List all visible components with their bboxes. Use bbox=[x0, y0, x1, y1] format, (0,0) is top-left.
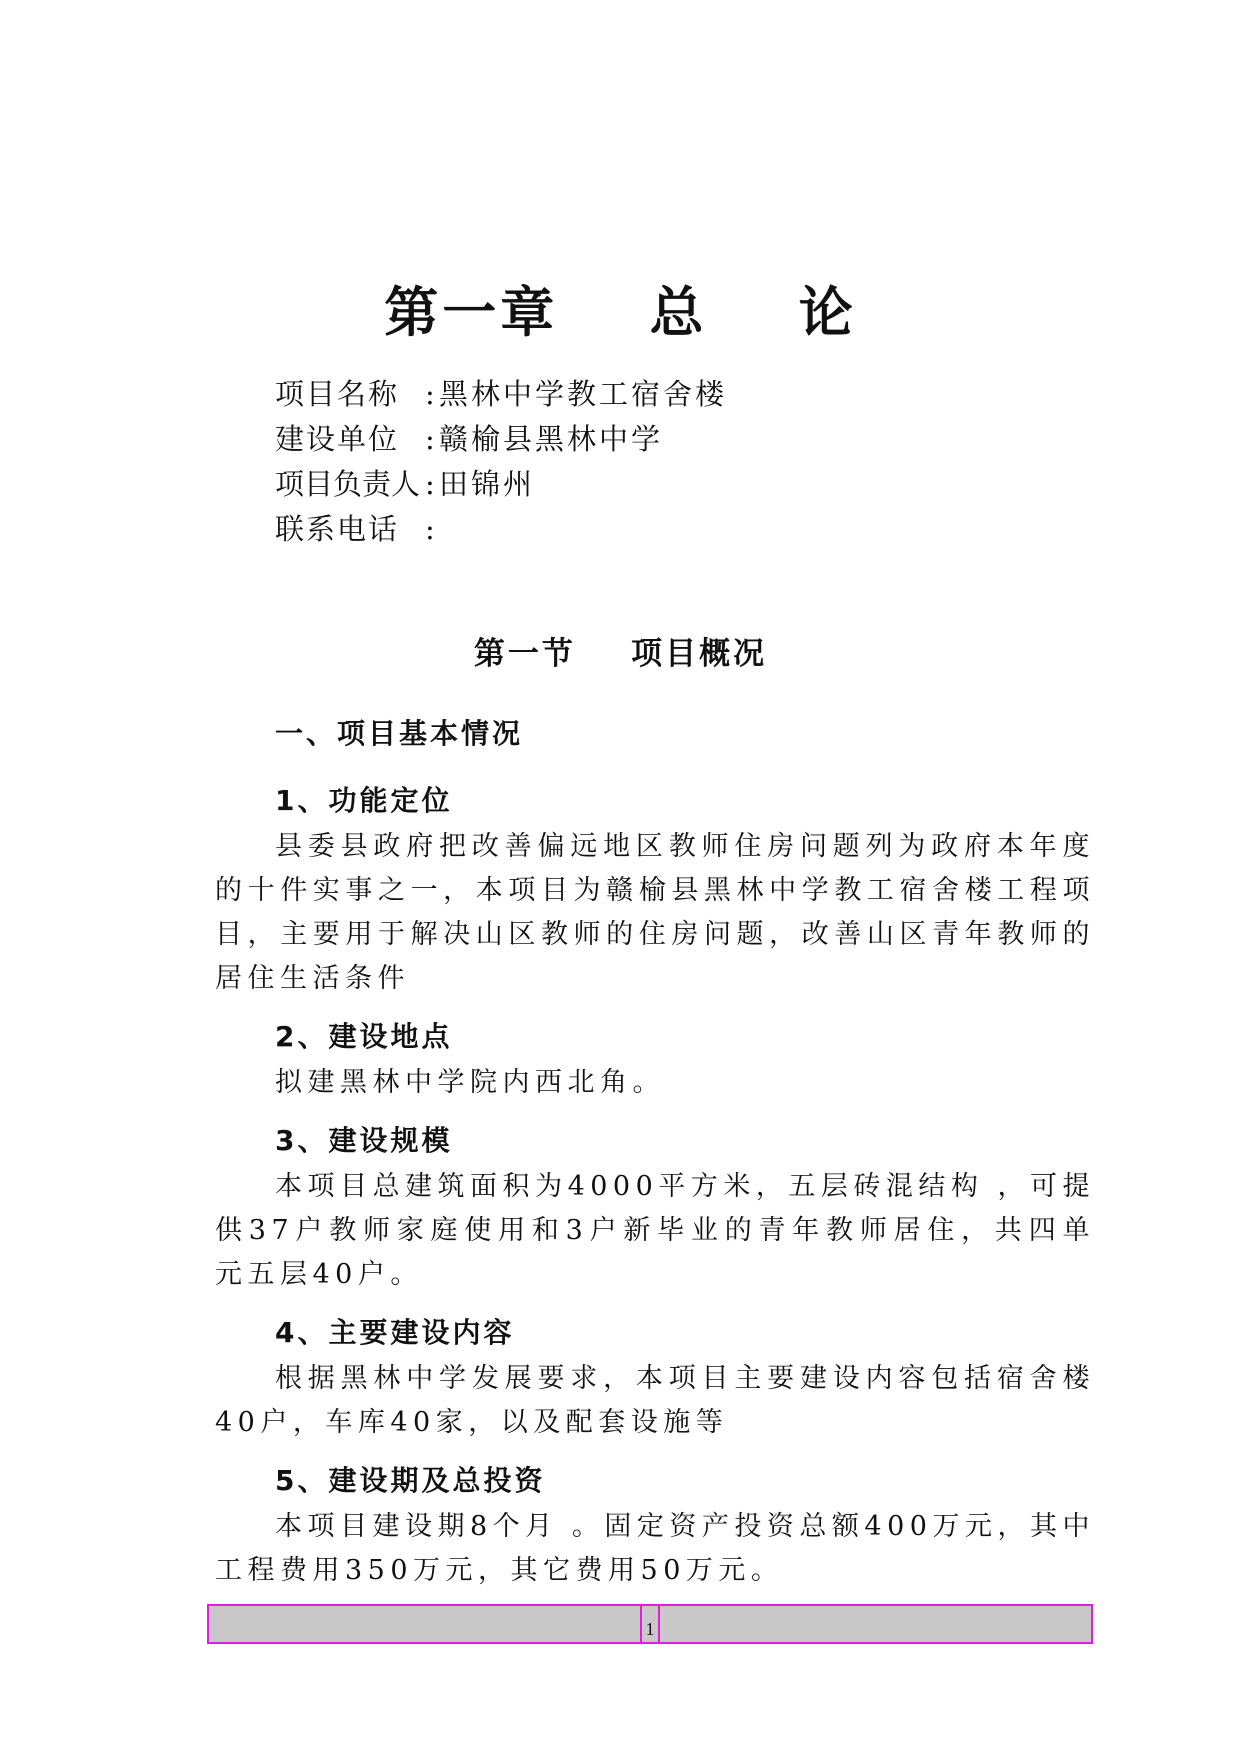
info-row-contact-phone bbox=[275, 507, 727, 552]
info-separator: : bbox=[425, 467, 435, 501]
info-row-project-name bbox=[275, 372, 727, 417]
section-title: 第一节 项目概况 bbox=[473, 636, 768, 672]
info-label: 联系电话 bbox=[275, 512, 400, 546]
subsection-paragraph: 根据黑林中学发展要求，本项目主要建设内容包括宿舍楼40户，车库40家，以及配套设施等 bbox=[215, 1363, 1095, 1438]
info-separator: : bbox=[425, 512, 435, 546]
info-label: 项目名称 bbox=[275, 377, 400, 411]
subsection-heading: 5、建设期及总投资 bbox=[275, 1464, 546, 1497]
info-value: 赣榆县黑林中学 bbox=[439, 422, 664, 456]
info-separator: : bbox=[425, 377, 435, 411]
subsection-paragraph: 县委县政府把改善偏远地区教师住房问题列为政府本年度的十件实事之一，本项目为赣榆县黑林中学教工宿舍楼工程项目，主要用于解决山区教师的住房问题，改善山区青年教师的居住生活条件 bbox=[215, 831, 1095, 994]
info-label: 建设单位 bbox=[275, 422, 400, 456]
info-value: 田锦州 bbox=[439, 467, 536, 501]
info-value: 黑林中学教工宿舍楼 bbox=[439, 377, 728, 411]
page-number: 1 bbox=[640, 1604, 660, 1644]
info-row-builder bbox=[275, 417, 727, 462]
subsection-paragraph: 本项目建设期8个月 。固定资产投资总额400万元，其中工程费用350万元，其它费用50万元。 bbox=[215, 1511, 1095, 1586]
main-content bbox=[215, 712, 1095, 1607]
info-row-project-lead bbox=[275, 462, 727, 507]
subsection-paragraph: 本项目总建筑面积为4000平方米，五层砖混结构 ，可提供37户教师家庭使用和3户新毕业的青年教师居住，共四单元五层40户。 bbox=[215, 1171, 1095, 1290]
info-label: 项目负责人 bbox=[275, 467, 421, 501]
chapter-title: 第一章 总 论 bbox=[384, 281, 857, 344]
project-info-block bbox=[275, 372, 727, 552]
subsection-heading: 4、主要建设内容 bbox=[275, 1316, 515, 1349]
subsection-paragraph: 拟建黑林中学院内西北角。 bbox=[275, 1067, 665, 1098]
part-heading: 一、项目基本情况 bbox=[275, 717, 524, 750]
subsection-heading: 1、功能定位 bbox=[275, 784, 453, 817]
subsection-heading: 3、建设规模 bbox=[275, 1124, 453, 1157]
info-separator: : bbox=[425, 422, 435, 456]
subsection-heading: 2、建设地点 bbox=[275, 1020, 453, 1053]
